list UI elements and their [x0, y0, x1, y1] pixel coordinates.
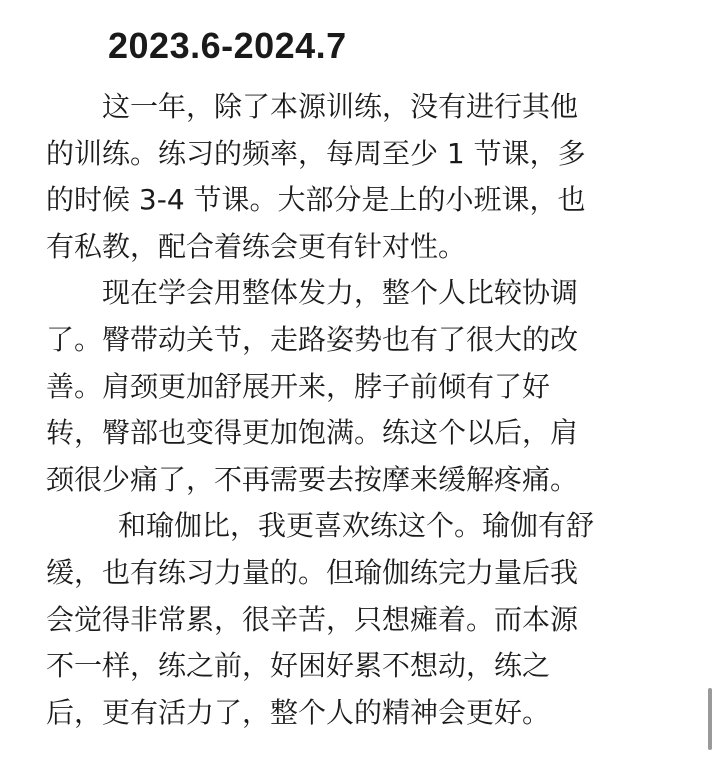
paragraph-3-line-1: 和瑜伽比，我更喜欢练这个。瑜伽有舒 — [118, 509, 595, 543]
paragraph-1-line-4: 有私教，配合着练会更有针对性。 — [46, 229, 467, 263]
vertical-scrollbar[interactable] — [708, 688, 712, 750]
paragraph-2-line-5: 颈很少痛了，不再需要去按摩来缓解疼痛。 — [46, 462, 579, 496]
paragraph-2-line-1: 现在学会用整体发力，整个人比较协调 — [102, 276, 579, 310]
document-body — [46, 84, 666, 736]
document-title: 2023.6-2024.7 — [108, 25, 347, 66]
paragraph-3-line-3: 会觉得非常累，很辛苦，只想瘫着。而本源 — [46, 602, 579, 636]
paragraph-2-line-4: 转，臀部也变得更加饱满。练这个以后，肩 — [46, 416, 579, 450]
paragraph-2-line-3: 善。肩颈更加舒展开来，脖子前倾有了好 — [46, 369, 551, 403]
paragraph-1-line-1: 这一年，除了本源训练，没有进行其他 — [102, 90, 579, 123]
paragraph-1-line-2: 的训练。练习的频率，每周至少 1 节课，多 — [46, 136, 586, 170]
paragraph-1-line-3: 的时候 3-4 节课。大部分是上的小班课，也 — [46, 183, 586, 217]
paragraph-2-line-2: 了。臀带动关节，走路姿势也有了很大的改 — [46, 322, 579, 356]
paragraph-3-line-4: 不一样，练之前，好困好累不想动，练之 — [46, 649, 551, 683]
paragraph-3-line-5: 后，更有活力了，整个人的精神会更好。 — [46, 695, 551, 729]
paragraph-3-line-2: 缓，也有练习力量的。但瑜伽练完力量后我 — [46, 555, 579, 589]
